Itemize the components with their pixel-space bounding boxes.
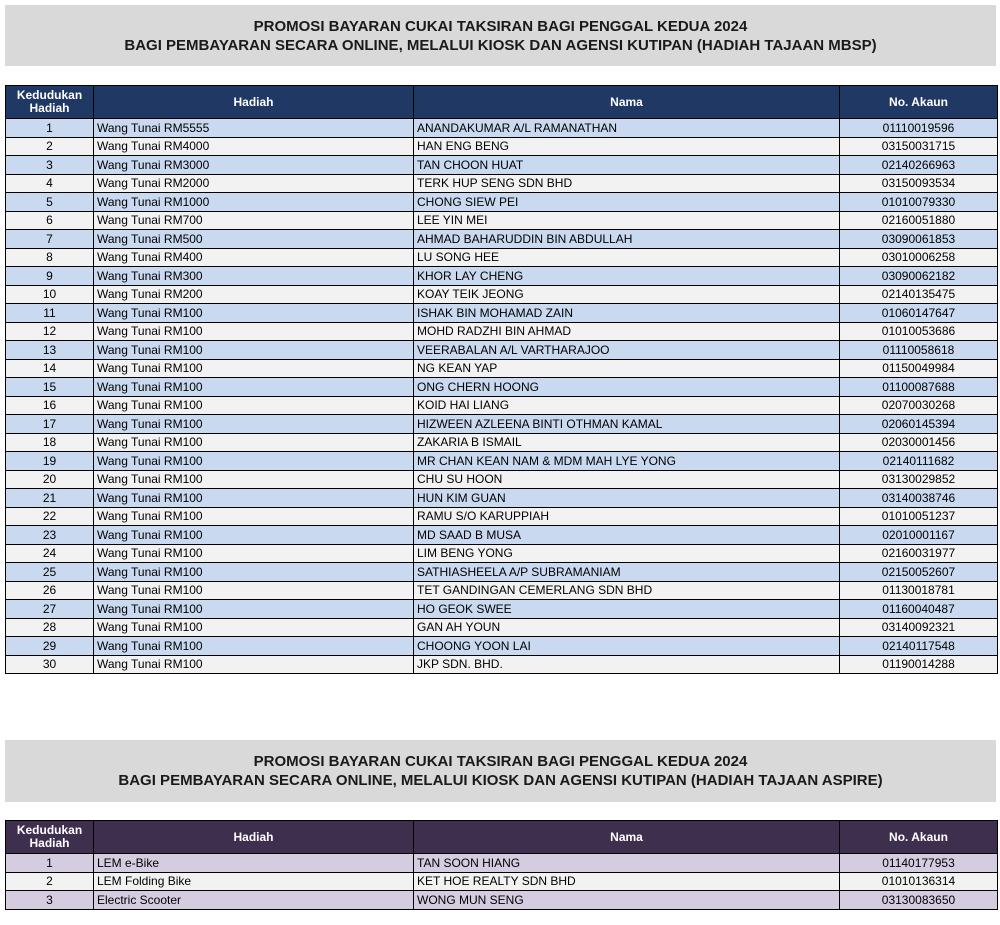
cell-hadiah: Wang Tunai RM100 [94,544,414,563]
cell-kedudukan: 22 [6,507,94,526]
cell-nama: SATHIASHEELA A/P SUBRAMANIAM [414,563,840,582]
cell-no-akaun: 01110019596 [840,119,998,138]
cell-no-akaun: 01110058618 [840,341,998,360]
cell-kedudukan: 21 [6,489,94,508]
cell-hadiah: Wang Tunai RM100 [94,341,414,360]
cell-kedudukan: 27 [6,600,94,619]
table-row [6,637,998,656]
cell-hadiah: Wang Tunai RM1000 [94,193,414,212]
table-row [6,489,998,508]
table-row [6,378,998,397]
mbsp-winners-table [5,85,998,674]
cell-no-akaun: 01160040487 [840,600,998,619]
cell-hadiah: Wang Tunai RM100 [94,600,414,619]
cell-nama: JKP SDN. BHD. [414,655,840,674]
cell-nama: MOHD RADZHI BIN AHMAD [414,322,840,341]
cell-hadiah: Wang Tunai RM3000 [94,156,414,175]
header-no-akaun: No. Akaun [840,86,998,119]
cell-no-akaun: 01010136314 [840,872,998,891]
cell-hadiah: Wang Tunai RM2000 [94,174,414,193]
cell-hadiah: Wang Tunai RM100 [94,637,414,656]
cell-no-akaun: 03090061853 [840,230,998,249]
cell-kedudukan: 28 [6,618,94,637]
cell-no-akaun: 02010001167 [840,526,998,545]
table-row [6,872,998,891]
table-row [6,304,998,323]
table-row [6,193,998,212]
cell-no-akaun: 02140266963 [840,156,998,175]
table-row [6,526,998,545]
cell-hadiah: Wang Tunai RM100 [94,526,414,545]
cell-kedudukan: 9 [6,267,94,286]
header-kedudukan: Kedudukan Hadiah [6,86,94,119]
table-row [6,211,998,230]
cell-hadiah: Wang Tunai RM100 [94,618,414,637]
table-row [6,230,998,249]
cell-kedudukan: 1 [6,854,94,873]
cell-nama: ONG CHERN HOONG [414,378,840,397]
header-nama: Nama [414,86,840,119]
cell-nama: KET HOE REALTY SDN BHD [414,872,840,891]
mbsp-title-line2: BAGI PEMBAYARAN SECARA ONLINE, MELALUI KIOSK DAN AGENSI KUTIPAN (HADIAH TAJAAN MBSP) [124,36,877,54]
cell-nama: KOID HAI LIANG [414,396,840,415]
table-row [6,119,998,138]
cell-nama: MD SAAD B MUSA [414,526,840,545]
cell-no-akaun: 02140135475 [840,285,998,304]
cell-hadiah: Wang Tunai RM100 [94,470,414,489]
table-row [6,600,998,619]
table-row [6,415,998,434]
cell-nama: AHMAD BAHARUDDIN BIN ABDULLAH [414,230,840,249]
cell-kedudukan: 13 [6,341,94,360]
cell-nama: LU SONG HEE [414,248,840,267]
cell-hadiah: Wang Tunai RM100 [94,396,414,415]
cell-nama: HAN ENG BENG [414,137,840,156]
cell-nama: ZAKARIA B ISMAIL [414,433,840,452]
cell-nama: TERK HUP SENG SDN BHD [414,174,840,193]
cell-no-akaun: 01150049984 [840,359,998,378]
cell-hadiah: Wang Tunai RM500 [94,230,414,249]
cell-nama: TET GANDINGAN CEMERLANG SDN BHD [414,581,840,600]
cell-kedudukan: 26 [6,581,94,600]
cell-kedudukan: 25 [6,563,94,582]
cell-nama: CHONG SIEW PEI [414,193,840,212]
cell-hadiah: Wang Tunai RM100 [94,322,414,341]
cell-no-akaun: 03130083650 [840,891,998,910]
cell-hadiah: Wang Tunai RM100 [94,489,414,508]
cell-no-akaun: 03130029852 [840,470,998,489]
cell-no-akaun: 03140092321 [840,618,998,637]
table-row [6,655,998,674]
cell-kedudukan: 7 [6,230,94,249]
cell-nama: HIZWEEN AZLEENA BINTI OTHMAN KAMAL [414,415,840,434]
cell-hadiah: LEM Folding Bike [94,872,414,891]
cell-kedudukan: 3 [6,891,94,910]
cell-kedudukan: 12 [6,322,94,341]
cell-nama: LIM BENG YONG [414,544,840,563]
table-row [6,544,998,563]
table-row [6,470,998,489]
cell-hadiah: Electric Scooter [94,891,414,910]
cell-hadiah: Wang Tunai RM4000 [94,137,414,156]
cell-kedudukan: 2 [6,137,94,156]
table-row [6,854,998,873]
cell-hadiah: Wang Tunai RM400 [94,248,414,267]
table-row [6,618,998,637]
cell-no-akaun: 02160051880 [840,211,998,230]
cell-kedudukan: 29 [6,637,94,656]
table-header-row [6,821,998,854]
table-row [6,581,998,600]
cell-kedudukan: 4 [6,174,94,193]
cell-nama: KOAY TEIK JEONG [414,285,840,304]
table-row [6,267,998,286]
header-nama: Nama [414,821,840,854]
aspire-title-line1: PROMOSI BAYARAN CUKAI TAKSIRAN BAGI PENGGAL KEDUA 2024 [253,753,748,770]
aspire-winners-table [5,820,998,910]
cell-hadiah: Wang Tunai RM100 [94,378,414,397]
cell-kedudukan: 14 [6,359,94,378]
cell-kedudukan: 10 [6,285,94,304]
cell-hadiah: Wang Tunai RM100 [94,452,414,471]
cell-kedudukan: 20 [6,470,94,489]
cell-no-akaun: 02030001456 [840,433,998,452]
cell-hadiah: Wang Tunai RM100 [94,415,414,434]
cell-no-akaun: 03140038746 [840,489,998,508]
cell-hadiah: Wang Tunai RM700 [94,211,414,230]
cell-kedudukan: 30 [6,655,94,674]
cell-no-akaun: 03150031715 [840,137,998,156]
cell-nama: MR CHAN KEAN NAM & MDM MAH LYE YONG [414,452,840,471]
cell-kedudukan: 8 [6,248,94,267]
cell-kedudukan: 24 [6,544,94,563]
table-row [6,248,998,267]
table-row [6,174,998,193]
table-row [6,285,998,304]
cell-no-akaun: 01100087688 [840,378,998,397]
cell-kedudukan: 6 [6,211,94,230]
cell-hadiah: Wang Tunai RM100 [94,507,414,526]
mbsp-title-banner [5,5,996,66]
table-row [6,156,998,175]
cell-nama: NG KEAN YAP [414,359,840,378]
cell-kedudukan: 15 [6,378,94,397]
cell-hadiah: Wang Tunai RM100 [94,359,414,378]
cell-hadiah: Wang Tunai RM100 [94,655,414,674]
table-row [6,359,998,378]
cell-nama: WONG MUN SENG [414,891,840,910]
table-row [6,341,998,360]
table-row [6,433,998,452]
cell-nama: HO GEOK SWEE [414,600,840,619]
header-hadiah: Hadiah [94,86,414,119]
cell-no-akaun: 02150052607 [840,563,998,582]
cell-nama: VEERABALAN A/L VARTHARAJOO [414,341,840,360]
cell-no-akaun: 02140111682 [840,452,998,471]
cell-hadiah: Wang Tunai RM100 [94,581,414,600]
cell-kedudukan: 19 [6,452,94,471]
cell-no-akaun: 01010079330 [840,193,998,212]
table-row [6,563,998,582]
cell-hadiah: LEM e-Bike [94,854,414,873]
cell-kedudukan: 1 [6,119,94,138]
table-row [6,452,998,471]
cell-nama: GAN AH YOUN [414,618,840,637]
cell-no-akaun: 01190014288 [840,655,998,674]
cell-nama: KHOR LAY CHENG [414,267,840,286]
cell-nama: LEE YIN MEI [414,211,840,230]
mbsp-title-line1: PROMOSI BAYARAN CUKAI TAKSIRAN BAGI PENGGAL KEDUA 2024 [253,17,748,35]
header-no-akaun: No. Akaun [840,821,998,854]
cell-no-akaun: 02060145394 [840,415,998,434]
cell-nama: HUN KIM GUAN [414,489,840,508]
table-row [6,507,998,526]
cell-no-akaun: 02140117548 [840,637,998,656]
aspire-title-banner [5,740,996,802]
cell-no-akaun: 03090062182 [840,267,998,286]
cell-nama: ANANDAKUMAR A/L RAMANATHAN [414,119,840,138]
cell-kedudukan: 18 [6,433,94,452]
cell-no-akaun: 03150093534 [840,174,998,193]
cell-nama: TAN SOON HIANG [414,854,840,873]
mbsp-table-body [6,119,998,674]
cell-no-akaun: 01010053686 [840,322,998,341]
header-kedudukan: Kedudukan Hadiah [6,821,94,854]
cell-kedudukan: 3 [6,156,94,175]
cell-nama: TAN CHOON HUAT [414,156,840,175]
table-row [6,137,998,156]
cell-hadiah: Wang Tunai RM100 [94,433,414,452]
cell-kedudukan: 23 [6,526,94,545]
table-row [6,322,998,341]
cell-nama: RAMU S/O KARUPPIAH [414,507,840,526]
cell-hadiah: Wang Tunai RM200 [94,285,414,304]
cell-no-akaun: 02070030268 [840,396,998,415]
cell-no-akaun: 01010051237 [840,507,998,526]
cell-hadiah: Wang Tunai RM100 [94,563,414,582]
cell-nama: ISHAK BIN MOHAMAD ZAIN [414,304,840,323]
cell-kedudukan: 11 [6,304,94,323]
cell-kedudukan: 5 [6,193,94,212]
cell-no-akaun: 01060147647 [840,304,998,323]
header-hadiah: Hadiah [94,821,414,854]
cell-hadiah: Wang Tunai RM300 [94,267,414,286]
cell-no-akaun: 02160031977 [840,544,998,563]
table-header-row [6,86,998,119]
cell-no-akaun: 01140177953 [840,854,998,873]
cell-hadiah: Wang Tunai RM5555 [94,119,414,138]
aspire-title-line2: BAGI PEMBAYARAN SECARA ONLINE, MELALUI KIOSK DAN AGENSI KUTIPAN (HADIAH TAJAAN ASPIRE) [118,772,883,789]
cell-no-akaun: 03010006258 [840,248,998,267]
cell-nama: CHOONG YOON LAI [414,637,840,656]
table-row [6,396,998,415]
cell-kedudukan: 2 [6,872,94,891]
cell-kedudukan: 16 [6,396,94,415]
table-row [6,891,998,910]
cell-kedudukan: 17 [6,415,94,434]
cell-nama: CHU SU HOON [414,470,840,489]
aspire-table-body [6,854,998,910]
cell-hadiah: Wang Tunai RM100 [94,304,414,323]
cell-no-akaun: 01130018781 [840,581,998,600]
